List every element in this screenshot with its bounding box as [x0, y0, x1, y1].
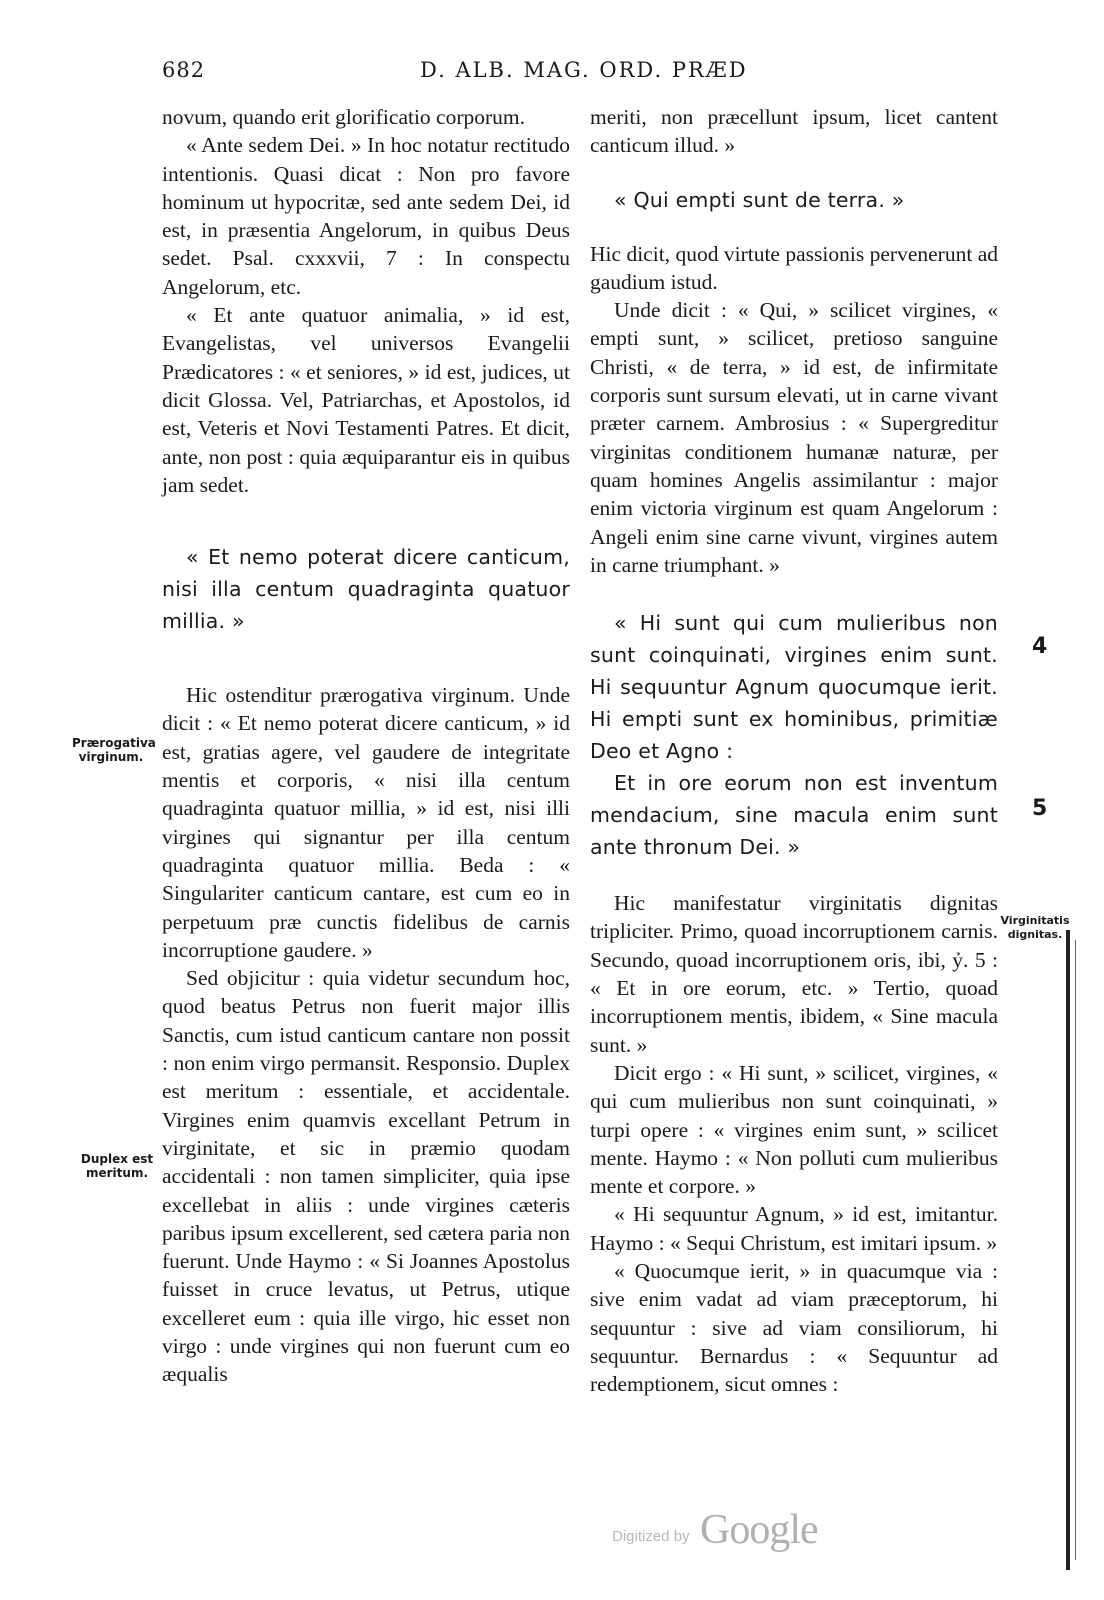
scripture-verse: Et in ore eorum non est inventum mendacium, sine macula enim sunt ante thronum Dei. »	[590, 771, 998, 860]
paragraph: Hic dicit, quod virtute passionis pervenerunt ad gaudium istud.	[590, 241, 998, 294]
paragraph: « Ante sedem Dei. » In hoc notatur rectitudo intentionis. Quasi dicat : Non pro favore hominum ut hypocritæ, sed ante sedem Dei, id est, in præsentia Angelorum, in quibus Deus sedet. Psal. cxxxvii, 7 : In conspectu Angelorum, etc.	[162, 133, 570, 299]
running-header	[0, 58, 1104, 92]
digitized-by-text: Digitized by	[612, 1528, 690, 1545]
page-edge-line	[1075, 940, 1076, 1560]
google-logo: Google	[700, 1507, 818, 1553]
digitized-watermark	[612, 1506, 852, 1556]
paragraph: novum, quando erit glorificatio corporum.	[162, 105, 526, 129]
paragraph: « Quocumque ierit, » in quacumque via : sive enim vadat ad viam præceptorum, hi sequuntur : sive ad viam consiliorum, hi sequuntur. Bernardus : « Sequuntur ad redemptionem, sicut omnes :	[590, 1259, 998, 1397]
paragraph: Sed objicitur : quia videtur secundum hoc, quod beatus Petrus non fuerit major illis Sanctis, cum istud canticum cantare non possit : non enim virgo permansit. Responsio. Duplex est meritum : essentiale, et accidentale. Virgines enim quamvis excellant Petrum in virginitate, et sic in præmio quodam accidentali : non tamen simpliciter, quia ipse excellebat in aliis : unde virgines cæteris paribus ipsum excellerent, sed cætera paria non fuerunt. Unde Haymo : « Si Joannes Apostolus fuisset in cruce levatus, ut Petrus, utique excelleret eum : quia ille virgo, hic esset non virgo : unde virgines qui non fuerunt cum eo æqualis	[162, 966, 570, 1387]
page-edge-shadow	[1066, 930, 1070, 1570]
verse-number: 5	[1032, 796, 1048, 821]
page-number: 682	[162, 58, 206, 82]
paragraph: « Et ante quatuor animalia, » id est, Evangelistas, vel universos Evangelii Prædicatores : « et seniores, » id est, judices, ut dicit Glossa. Vel, Patriarchas, et Apostolos, id est, Veteris et Novi Testamenti Patres. Et dicit, ante, non post : quia æquiparantur eis in quibus jam sedet.	[162, 303, 570, 497]
margin-note-virginitatis: Virginitatis dignitas.	[1000, 914, 1070, 941]
left-column	[162, 103, 570, 1389]
right-column	[590, 103, 998, 1399]
verse-number: 4	[1032, 634, 1048, 659]
running-head-title: D. ALB. MAG. ORD. PRÆD	[420, 58, 748, 82]
paragraph: « Hi sequuntur Agnum, » id est, imitantur. Haymo : « Sequi Christum, est imitari ipsum. »	[590, 1202, 998, 1255]
margin-note-duplex: Duplex est meritum.	[80, 1152, 154, 1180]
paragraph: Hic ostenditur prærogativa virginum. Unde dicit : « Et nemo poterat dicere canticum, » id est, gratias agere, vel gaudere de integritate mentis et corporis, « nisi illa centum quadraginta quatuor millia, » id est, nisi illi virgines qui signantur per illa centum quadraginta quatuor millia. Beda : « Singulariter canticum cantare, est cum eo in perpetuum præ cunctis fidelibus de carnis incorruptione gaudere. »	[162, 683, 570, 962]
margin-note-prerogativa: Prærogativa virginum.	[72, 736, 156, 764]
scripture-verse: « Qui empti sunt de terra. »	[614, 187, 905, 212]
scripture-verse: « Et nemo poterat dicere canticum, nisi illa centum quadraginta quatuor millia. »	[162, 545, 570, 634]
scripture-verse: « Hi sunt qui cum mulieribus non sunt coinquinati, virgines enim sunt. Hi sequuntur Agnum quocumque ierit. Hi empti sunt ex hominibus, primitiæ Deo et Agno :	[590, 611, 998, 764]
paragraph: Unde dicit : « Qui, » scilicet virgines, « empti sunt, » scilicet, pretioso sanguine Christi, « de terra, » id est, de infirmitate corporis sunt sursum elevati, ut in carne vivant præter carnem. Ambrosius : « Supergreditur virginitas conditionem humanæ naturæ, per quam homines Angelis assimilantur : major enim victoria virginum est quam Angelorum : Angeli enim sine carne vivunt, virgines autem in carne triumphant. »	[590, 298, 998, 577]
paragraph: meriti, non præcellunt ipsum, licet cantent canticum illud. »	[590, 105, 998, 158]
paragraph: Dicit ergo : « Hi sunt, » scilicet, virgines, « qui cum mulieribus non sunt coinquinati, » turpi opere : « virgines enim sunt, » scilicet mente. Haymo : « Non polluti cum mulieribus mente et corpore. »	[590, 1060, 998, 1199]
paragraph: Hic manifestatur virginitatis dignitas tripliciter. Primo, quoad incorruptionem carnis. Secundo, quoad incorruptionem oris, ibi, ỷ. 5 : « Et in ore eorum, etc. » Tertio, quoad incorruptionem mentis, ibidem, « Sine macula sunt. »	[590, 891, 998, 1057]
